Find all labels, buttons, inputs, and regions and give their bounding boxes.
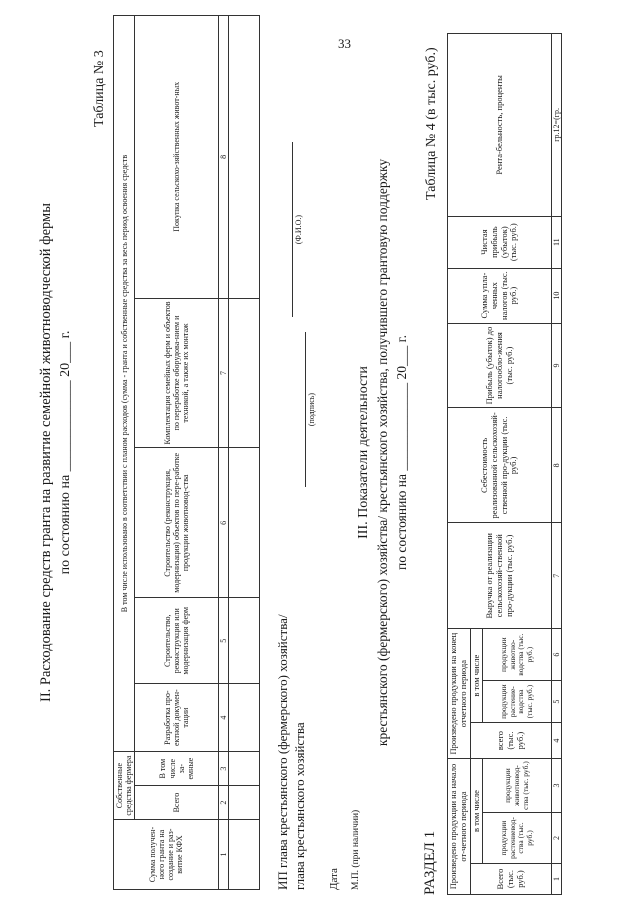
col-start-incl-header: в том числе [470,759,483,864]
fio-caption: (Ф.И.О.) [294,214,303,245]
signature-line2: глава крестьянского хозяйства [292,722,307,890]
section2-date-line: по состоянию на _____________ 20___ г. [58,330,73,575]
table3-data-row [229,16,260,890]
col-number: 5 [219,598,229,684]
col-end-plant-header: продукции растение-водства (тыс. руб.) [483,681,552,723]
col-own-funds-header: Собственные средства фермера [114,752,135,820]
col-number: 1 [219,820,229,890]
signature-underline [305,332,306,487]
col-number: 4 [219,684,229,752]
col-cost-header: Себестоимость реализованной сельскохозяй-ственной про-дукции (тыс. руб.) [448,408,552,523]
section3-subtitle: крестьянского (фермерского) хозяйства/ крестьянского хозяйства, получившего грантовую поддержку [375,158,390,747]
col-number: 1 [552,864,562,895]
col-number: 9 [552,323,562,408]
col-number: 7 [552,523,562,629]
col-start-group-header: Произведено продукции на начало от-четного периода [448,759,471,895]
col-grant-sum-header: Сумма получен-ного гранта на создание и раз-витие КФХ [114,820,219,890]
col-profit-before-tax-header: Прибыль (убыток) до налогообло-жения (тыс. руб.) [448,323,552,408]
signature-line1: ИП глава крестьянского (фермерского) хозяйства/ [275,614,290,890]
table3-label: Таблица № 3 [92,50,107,127]
section3-date-line: по состоянию на _____________ 20___ г. [394,335,409,570]
col-net-profit-header: Чистая прибыль (убыток) (тыс. руб.) [448,216,552,268]
col-end-group-header: Произведено продукции на конец отчетного периода [448,629,471,759]
col-number: 2 [552,813,562,864]
col-own-borrowed-header: В том числе за-емные [135,752,219,786]
col-number: 2 [219,786,229,820]
col-start-animal-header: продукции животновод-ства (тыс. руб.) [483,759,552,813]
table4-label: Таблица № 4 (в тыс. руб.) [424,47,439,200]
col-design-docs-header: Разработка про-ектной докумен-тации [135,684,219,752]
col-number: 8 [219,16,229,299]
expenses-table [113,15,260,890]
col-number: гр.12=(гр. [552,34,562,217]
col-start-plant-header: продукции растениевод-ства (тыс. руб.) [483,813,552,864]
table4-number-row [552,34,562,895]
col-end-total-header: всего (тыс. руб.) [470,723,552,759]
col-profitability-header: Рента-бельность, проценты [448,34,552,217]
col-number: 7 [219,298,229,448]
section3-title: III. Показатели деятельности [356,366,371,539]
col-number: 6 [552,629,562,681]
signature-caption: (подпись) [307,392,316,427]
table3-number-row [219,16,229,890]
razdel-label: РАЗДЕЛ 1 [422,830,438,895]
col-number: 10 [552,268,562,323]
col-number: 5 [552,681,562,723]
fio-underline [292,142,293,317]
date-label: Дата [328,868,340,890]
col-number: 3 [219,752,229,786]
col-number: 3 [552,759,562,813]
col-processing-construction-header: Строительство (реконструкция, модернизация) объектов по пере-работке продукции животновод-ства [135,448,219,598]
mp-label: М.П. (при наличии) [351,809,361,890]
col-animals-header: Покупка сельскохо-зяйственных живот-ных [135,16,219,299]
col-farm-construction-header: Строительство, реконструкция или модернизация ферм [135,598,219,684]
col-end-incl-header: в том числе [470,629,483,723]
col-number: 6 [219,448,229,598]
col-group-header: В том числе использовано в соответствии с планом расходов (сумма - гранта и собственные средства за весь период освоения средств [114,16,135,752]
col-taxes-header: Сумма упла-ченных налогов (тыс. руб.) [448,268,552,323]
col-end-animal-header: продукции животно-водства (тыс. руб.) [483,629,552,681]
page-number: 33 [338,36,351,51]
col-number: 11 [552,216,562,268]
col-number: 8 [552,408,562,523]
section2-title: II. Расходование средств гранта на развитие семейной животноводческой фермы [38,203,54,702]
performance-table [447,33,562,895]
col-own-total-header: Всего [135,786,219,820]
col-start-total-header: Всего (тыс. руб.) [470,864,552,895]
col-number: 4 [552,723,562,759]
col-revenue-header: Выручка от реализации сельскохозяй-ственной про-дукции (тыс. руб.) [448,523,552,629]
col-equipment-header: Комплектация семейных ферм и объектов по переработке оборудова-нием и техникой, а также их монтаж [135,298,219,448]
